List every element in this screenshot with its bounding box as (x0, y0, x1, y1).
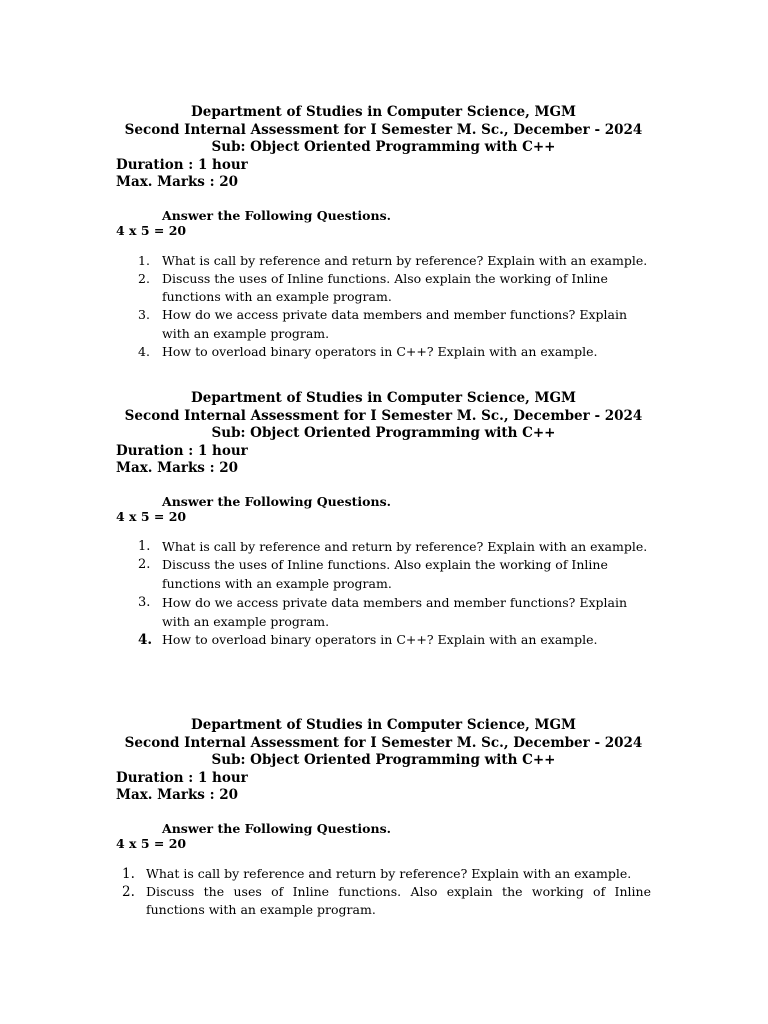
question-item (116, 883, 651, 920)
question-number: 1. (122, 865, 135, 882)
question-list (116, 538, 651, 651)
question-paper-block-3 (116, 717, 651, 919)
instructions-title: Answer the Following Questions. (162, 493, 391, 509)
subject-heading: Sub: Object Oriented Programming with C++ (211, 752, 556, 768)
duration-label: Duration : 1 hour (116, 442, 248, 459)
question-text: What is call by reference and return by reference? Explain with an example. (146, 865, 632, 881)
question-text: Discuss the uses of Inline functions. Also explain the working of Inline functions with an example program. (162, 270, 608, 305)
department-heading: Department of Studies in Computer Science, MGM (191, 390, 576, 406)
department-heading: Department of Studies in Computer Science, MGM (191, 717, 576, 733)
question-number: 2. (138, 270, 150, 286)
question-number: 1. (138, 538, 151, 554)
instructions-title: Answer the Following Questions. (162, 820, 391, 836)
question-item (116, 594, 651, 632)
max-marks-label: Max. Marks : 20 (116, 460, 239, 476)
question-item (116, 270, 651, 307)
question-item (116, 343, 651, 361)
question-item (116, 631, 651, 650)
max-marks-label: Max. Marks : 20 (116, 174, 239, 190)
marks-scheme: 4 x 5 = 20 (116, 835, 187, 851)
question-paper-block-2 (116, 390, 651, 650)
question-text: What is call by reference and return by reference? Explain with an example. (162, 252, 648, 268)
assessment-heading: Second Internal Assessment for I Semester M. Sc., December - 2024 (124, 121, 643, 138)
question-number: 2. (138, 557, 151, 573)
question-number: 3. (138, 307, 150, 323)
max-marks-label: Max. Marks : 20 (116, 787, 239, 803)
question-text: Discuss the uses of Inline functions. Also explain the working of Inline functions with an example program. (162, 557, 608, 592)
assessment-heading: Second Internal Assessment for I Semester M. Sc., December - 2024 (124, 734, 643, 751)
marks-scheme: 4 x 5 = 20 (116, 508, 187, 524)
question-text: What is call by reference and return by reference? Explain with an example. (162, 538, 648, 554)
question-number: 4. (138, 632, 153, 649)
question-number: 3. (138, 594, 151, 610)
question-text: How do we access private data members and member functions? Explain with an example program. (162, 594, 627, 629)
question-item (116, 252, 651, 270)
duration-label: Duration : 1 hour (116, 156, 248, 173)
question-number: 2. (122, 883, 135, 900)
subject-heading: Sub: Object Oriented Programming with C++ (211, 139, 556, 155)
question-item (116, 538, 651, 557)
question-list (116, 865, 651, 920)
assessment-heading: Second Internal Assessment for I Semester M. Sc., December - 2024 (124, 407, 643, 424)
question-number: 4. (138, 343, 150, 359)
question-number: 1. (138, 252, 150, 268)
question-item (116, 556, 651, 594)
question-item (116, 865, 651, 883)
question-text: How to overload binary operators in C++? Explain with an example. (162, 343, 598, 359)
instructions-title: Answer the Following Questions. (162, 207, 391, 223)
department-heading: Department of Studies in Computer Science, MGM (191, 104, 576, 120)
duration-label: Duration : 1 hour (116, 769, 248, 786)
question-text: How do we access private data members and member functions? Explain with an example program. (162, 307, 627, 341)
question-item (116, 306, 651, 343)
subject-heading: Sub: Object Oriented Programming with C++ (211, 425, 556, 441)
question-list (116, 252, 651, 362)
marks-scheme: 4 x 5 = 20 (116, 222, 187, 238)
question-paper-block-1 (116, 104, 651, 361)
question-text: Discuss the uses of Inline functions. Also explain the working of Inline functions with an example program. (146, 883, 651, 918)
question-text: How to overload binary operators in C++? Explain with an example. (162, 632, 598, 648)
